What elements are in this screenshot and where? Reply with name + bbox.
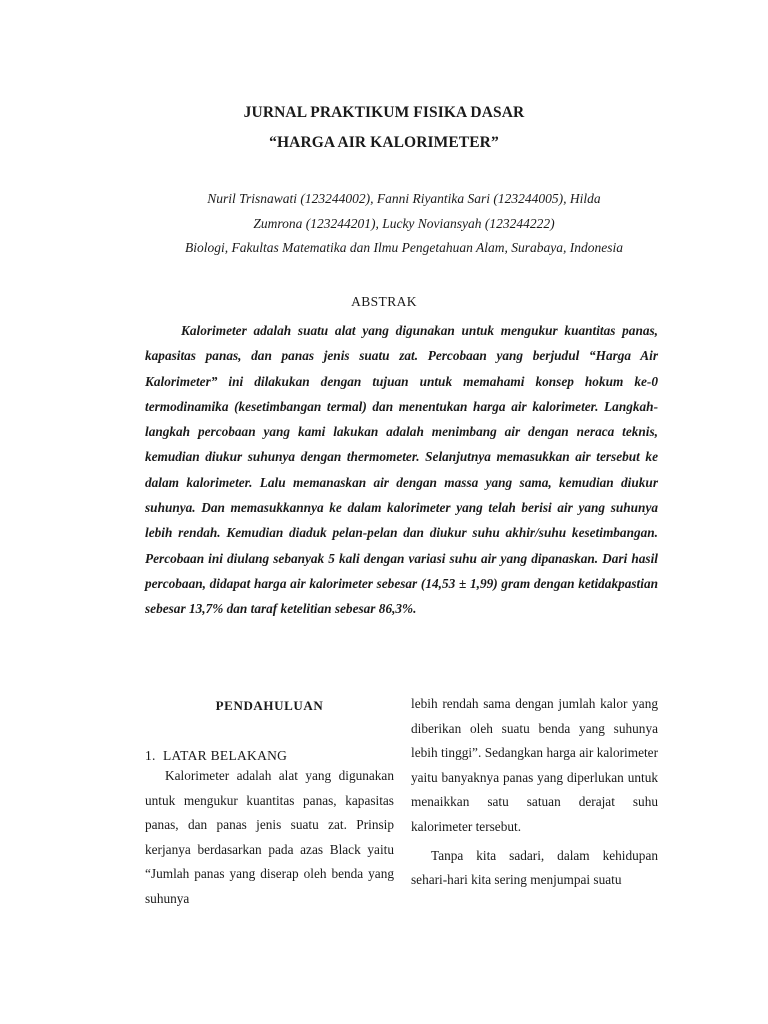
subsection-heading [145,748,394,764]
paper-title-line2: “HARGA AIR KALORIMETER” [269,134,499,151]
section-heading-pendahuluan: PENDAHULUAN [215,698,324,713]
left-column [145,698,394,912]
paper-title-line1: JURNAL PRAKTIKUM FISIKA DASAR [243,104,525,121]
abstract-heading: ABSTRAK [351,294,417,309]
authors-line1: Nuril Trisnawati (123244002), Fanni Riyantika Sari (123244005), Hilda [207,191,601,206]
right-column [411,698,658,893]
subsection-title: LATAR BELAKANG [163,748,288,763]
authors-line2: Zumrona (123244201), Lucky Noviansyah (123244222) [253,216,555,231]
left-paragraph: Kalorimeter adalah alat yang digunakan untuk mengukur kuantitas panas, kapasitas panas, dan panas jenis suatu zat. Prinsip kerjanya berdasarkan pada azas Black yaitu “Jumlah panas yang diserap oleh benda yang suhunya [145,768,394,906]
abstract-text: Kalorimeter adalah suatu alat yang digunakan untuk mengukur kuantitas panas, kapasitas panas, dan panas jenis suatu zat. Percobaan yang berjudul “Harga Air Kalorimeter” ini dilakukan dengan tujuan untuk memahami konsep hokum ke-0 termodinamika (kesetimbangan termal) dan menentukan harga air kalorimeter. Langkah-langkah percobaan yang kami lakukan adalah menimbang air dengan neraca teknis, kemudian diukur suhunya dengan thermometer. Selanjutnya memasukkan air tersebut ke dalam kalorimeter. Lalu memanaskan air dengan massa yang sama, kemudian diukur suhunya. Dan memasukkannya ke dalam kalorimeter yang telah berisi air yang suhunya lebih rendah. Kemudian diaduk pelan-pelan dan diukur suhu akhir/suhu kesetimbangan. Percobaan ini diulang sebanyak 5 kali dengan variasi suhu air yang dipanaskan. Dari hasil percobaan, didapat harga air kalorimeter sebesar (14,53 ± 1,99) gram dengan ketidakpastian sebesar 13,7% dan taraf ketelitian sebesar 86,3%. [145,323,658,617]
affiliation: Biologi, Fakultas Matematika dan Ilmu Pengetahuan Alam, Surabaya, Indonesia [184,240,624,255]
authors [140,186,668,236]
right-paragraph-2: Tanpa kita sadari, dalam kehidupan sehari-hari kita sering menjumpai suatu [411,847,658,888]
subsection-number: 1. [145,748,156,763]
right-paragraph-1: lebih rendah sama dengan jumlah kalor yang diberikan oleh suatu benda yang suhunya lebih tinggi”. Sedangkan harga air kalorimeter yaitu banyaknya panas yang diperlukan untuk menaikkan satu satuan derajat suhu kalorimeter tersebut. [411,696,658,834]
